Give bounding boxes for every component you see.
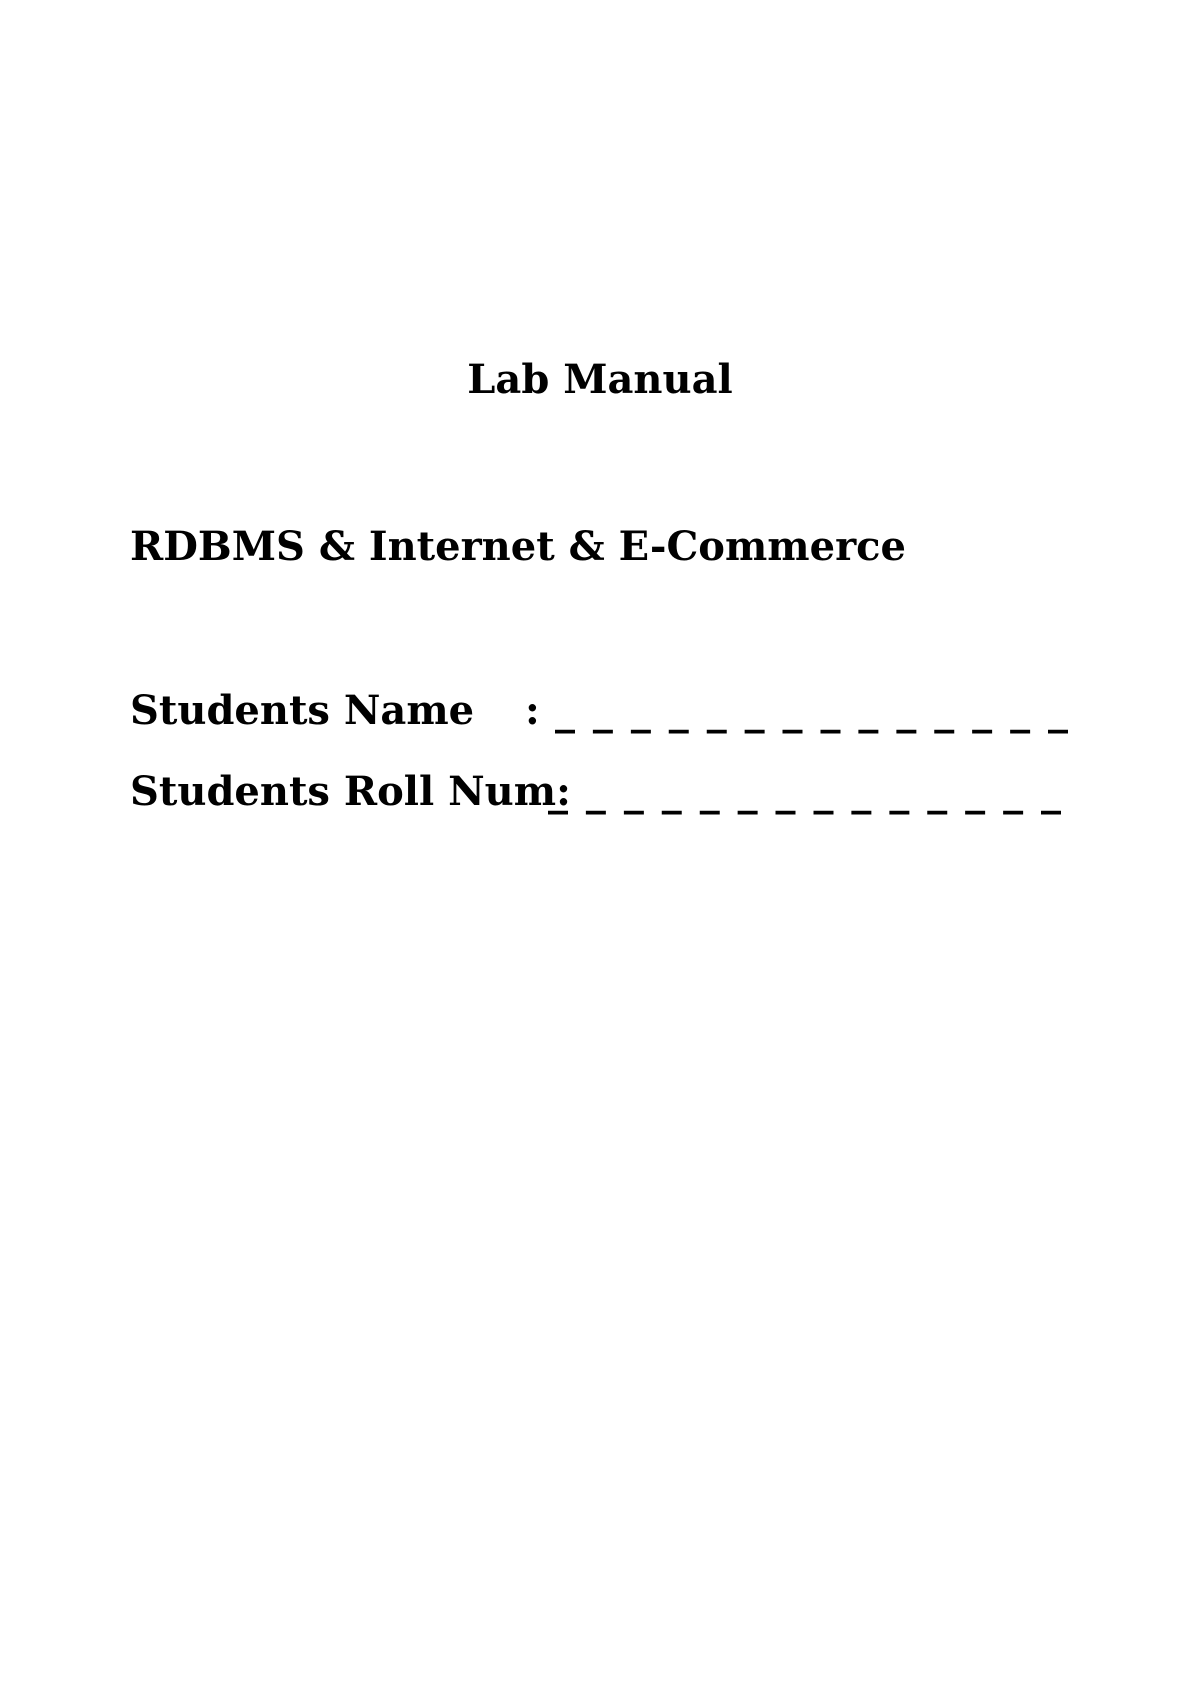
student-roll-row	[130, 767, 1063, 817]
student-name-blank: _ _ _ _ _ _ _ _ _ _ _ _ _ _	[555, 687, 1071, 734]
subject-heading: RDBMS & Internet & E-Commerce	[130, 523, 906, 570]
student-name-label: Students Name	[130, 687, 475, 734]
student-name-row	[130, 686, 1070, 736]
document-title: Lab Manual	[467, 356, 733, 403]
student-roll-blank: _ _ _ _ _ _ _ _ _ _ _ _ _ _	[548, 768, 1064, 815]
student-name-colon: :	[525, 687, 540, 734]
student-roll-label: Students Roll Num:	[130, 768, 571, 815]
